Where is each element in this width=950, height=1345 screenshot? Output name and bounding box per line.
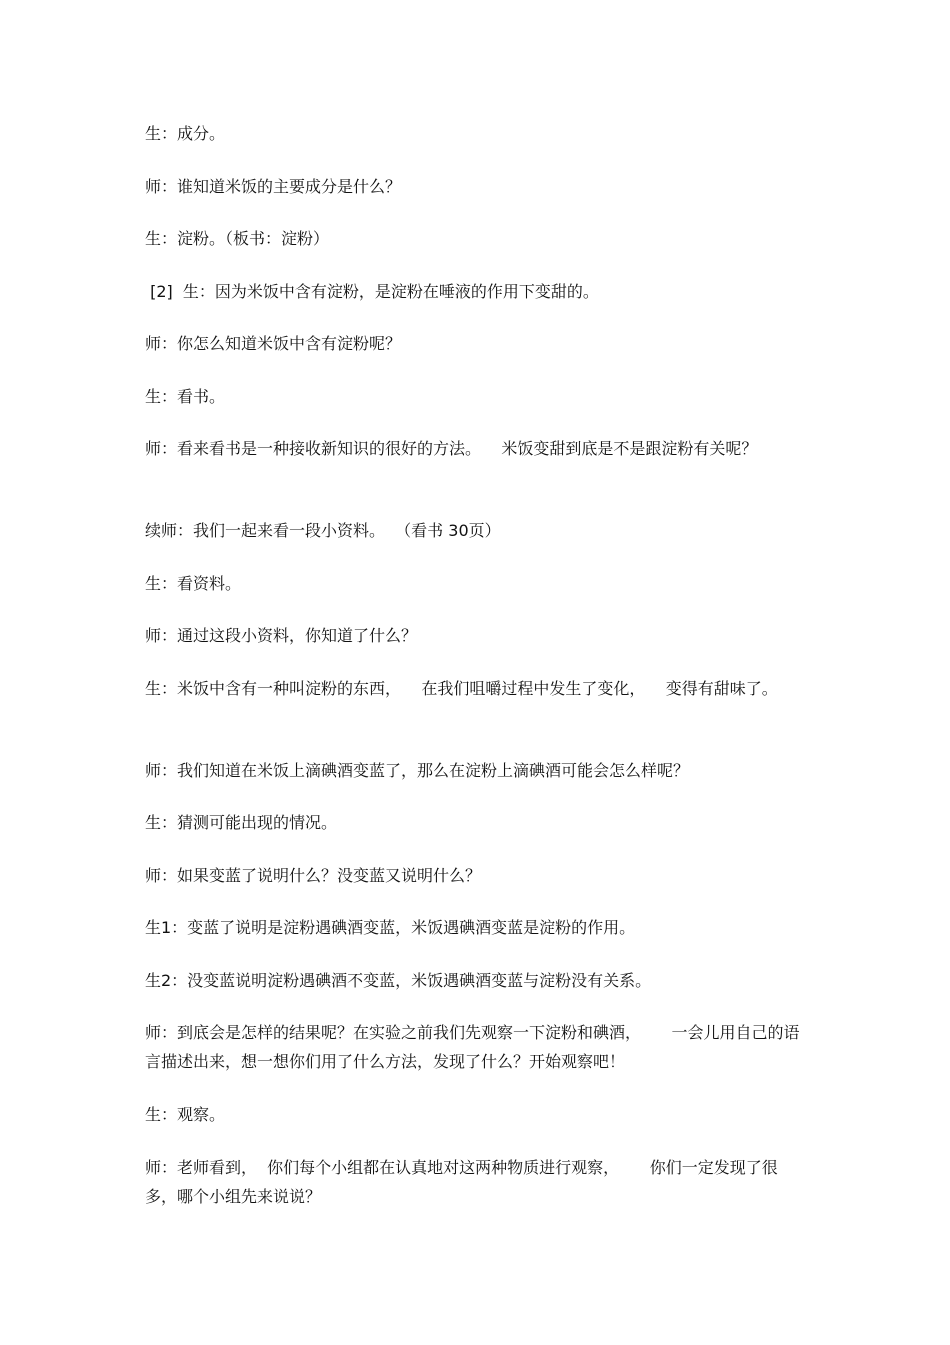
paragraph-7: 师：看来看书是一种接收新知识的很好的方法。 米饭变甜到底是不是跟淀粉有关呢？: [145, 439, 758, 458]
paragraph-2: 师：谁知道米饭的主要成分是什么？: [145, 177, 402, 196]
paragraph-4: [2] 生：因为米饭中含有淀粉，是淀粉在唾液的作用下变甜的。: [145, 282, 599, 301]
paragraph-19: 师：老师看到， 你们每个小组都在认真地对这两种物质进行观察， 你们一定发现了很多，哪个小组先来说说？: [145, 1158, 778, 1206]
paragraph-11: 生：米饭中含有一种叫淀粉的东西， 在我们咀嚼过程中发生了变化， 变得有甜味了。: [145, 679, 778, 698]
paragraph-12: 师：我们知道在米饭上滴碘酒变蓝了，那么在淀粉上滴碘酒可能会怎么样呢？: [145, 761, 690, 780]
paragraph-13: 生：猜测可能出现的情况。: [145, 813, 338, 832]
paragraph-9: 生：看资料。: [145, 574, 242, 593]
paragraph-1: 生：成分。: [145, 124, 226, 143]
paragraph-3: 生：淀粉。（板书：淀粉）: [145, 229, 330, 248]
paragraph-18: 生：观察。: [145, 1105, 226, 1124]
paragraph-10: 师：通过这段小资料，你知道了什么？: [145, 626, 418, 645]
paragraph-14: 师：如果变蓝了说明什么？没变蓝又说明什么？: [145, 866, 482, 885]
paragraph-8: 续师：我们一起来看一段小资料。 （看书 30页）: [145, 521, 501, 540]
paragraph-5: 师：你怎么知道米饭中含有淀粉呢？: [145, 334, 402, 353]
paragraph-16: 生2：没变蓝说明淀粉遇碘酒不变蓝，米饭遇碘酒变蓝与淀粉没有关系。: [145, 971, 652, 990]
paragraph-15: 生1：变蓝了说明是淀粉遇碘酒变蓝，米饭遇碘酒变蓝是淀粉的作用。: [145, 918, 636, 937]
paragraph-6: 生：看书。: [145, 387, 226, 406]
paragraph-17: 师：到底会是怎样的结果呢？在实验之前我们先观察一下淀粉和碘酒， 一会儿用自己的语言描述出来，想一想你们用了什么方法，发现了什么？开始观察吧！: [145, 1023, 800, 1071]
